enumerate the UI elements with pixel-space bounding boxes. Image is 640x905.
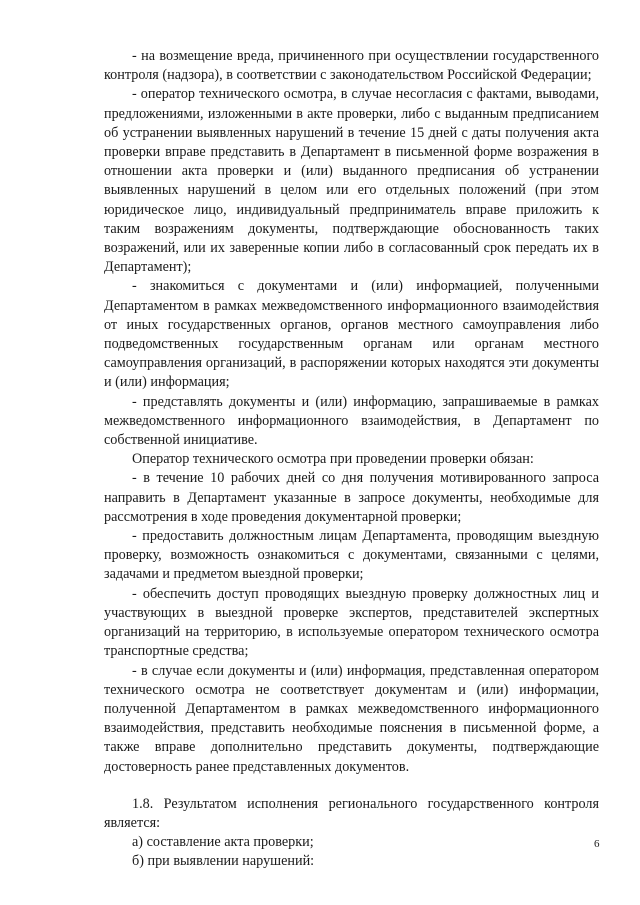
page-number: 6: [594, 838, 600, 850]
paragraph-obligations-intro: Оператор технического осмотра при проведении проверки обязан:: [132, 451, 534, 468]
paragraph-damages: - на возмещение вреда, причиненного при осуществлении государственного контроля (надзора), в соответствии с законодательством Российской Федерации;: [104, 48, 599, 84]
section-heading: 1.8. Результатом исполнения регионального государственного контроля является:: [104, 795, 599, 831]
paragraph-gap: [104, 777, 599, 795]
paragraph-submit-documents: - представлять документы и (или) информацию, запрашиваемые в рамках межведомственного информационного взаимодействия, в Департамент по собственной инициативе.: [104, 393, 599, 449]
paragraph-familiarize: - знакомиться с документами и (или) информацией, полученными Департаментом в рамках межведомственного информационного взаимодействия от иных государственных органов, органов местного самоуправления либо подведомственных государственным органам или органам местного самоуправления организаций, в распоряжении которых находятся эти документы и (или) информация;: [104, 278, 599, 391]
paragraph-objections: - оператор технического осмотра, в случае несогласия с фактами, выводами, предложениями, изложенными в акте проверки, либо с выданным предписанием об устранении выявленных нарушений в течение 15 дней с даты получения акта проверки вправе представить в Департамент в письменной форме возражения в отношении акта проверки и (или) выданного предписания об устранении выявленных нарушений в целом или его отдельных положений (при этом юридическое лицо, индивидуальный предприниматель вправе приложить к таким возражениям документы, подтверждающие обоснованность таких возражений, или их заверенные копии либо в согласованный срок передать их в Департамент);: [104, 86, 599, 276]
paragraph-provide-territory-access: - обеспечить доступ проводящих выездную проверку должностных лиц и участвующих в выездной проверке экспертов, представителей экспертных организаций на территорию, в используемые оператором технического осмотра транспортные средства;: [104, 585, 599, 660]
paragraph-send-documents: - в течение 10 рабочих дней со дня получения мотивированного запроса направить в Департамент указанные в запросе документы, необходимые для рассмотрения в ходе проведения документарной проверки;: [104, 470, 599, 525]
document-body: [104, 47, 599, 872]
paragraph-explanations: - в случае если документы и (или) информация, представленная оператором технического осмотра не соответствует документам и (или) информации, полученной Департаментом в рамках межведомственного информационного взаимодействия, представить необходимые пояснения в письменной форме, а также вправе дополнительно представить документы, подтверждающие достоверность ранее представленных документов.: [104, 662, 599, 775]
paragraph-provide-access-docs: - предоставить должностным лицам Департамента, проводящим выездную проверку, возможность ознакомиться с документами, связанными с целями, задачами и предметом выездной проверки;: [104, 528, 599, 583]
list-item-b: б) при выявлении нарушений:: [132, 853, 315, 870]
list-item-a: а) составление акта проверки;: [132, 834, 314, 851]
